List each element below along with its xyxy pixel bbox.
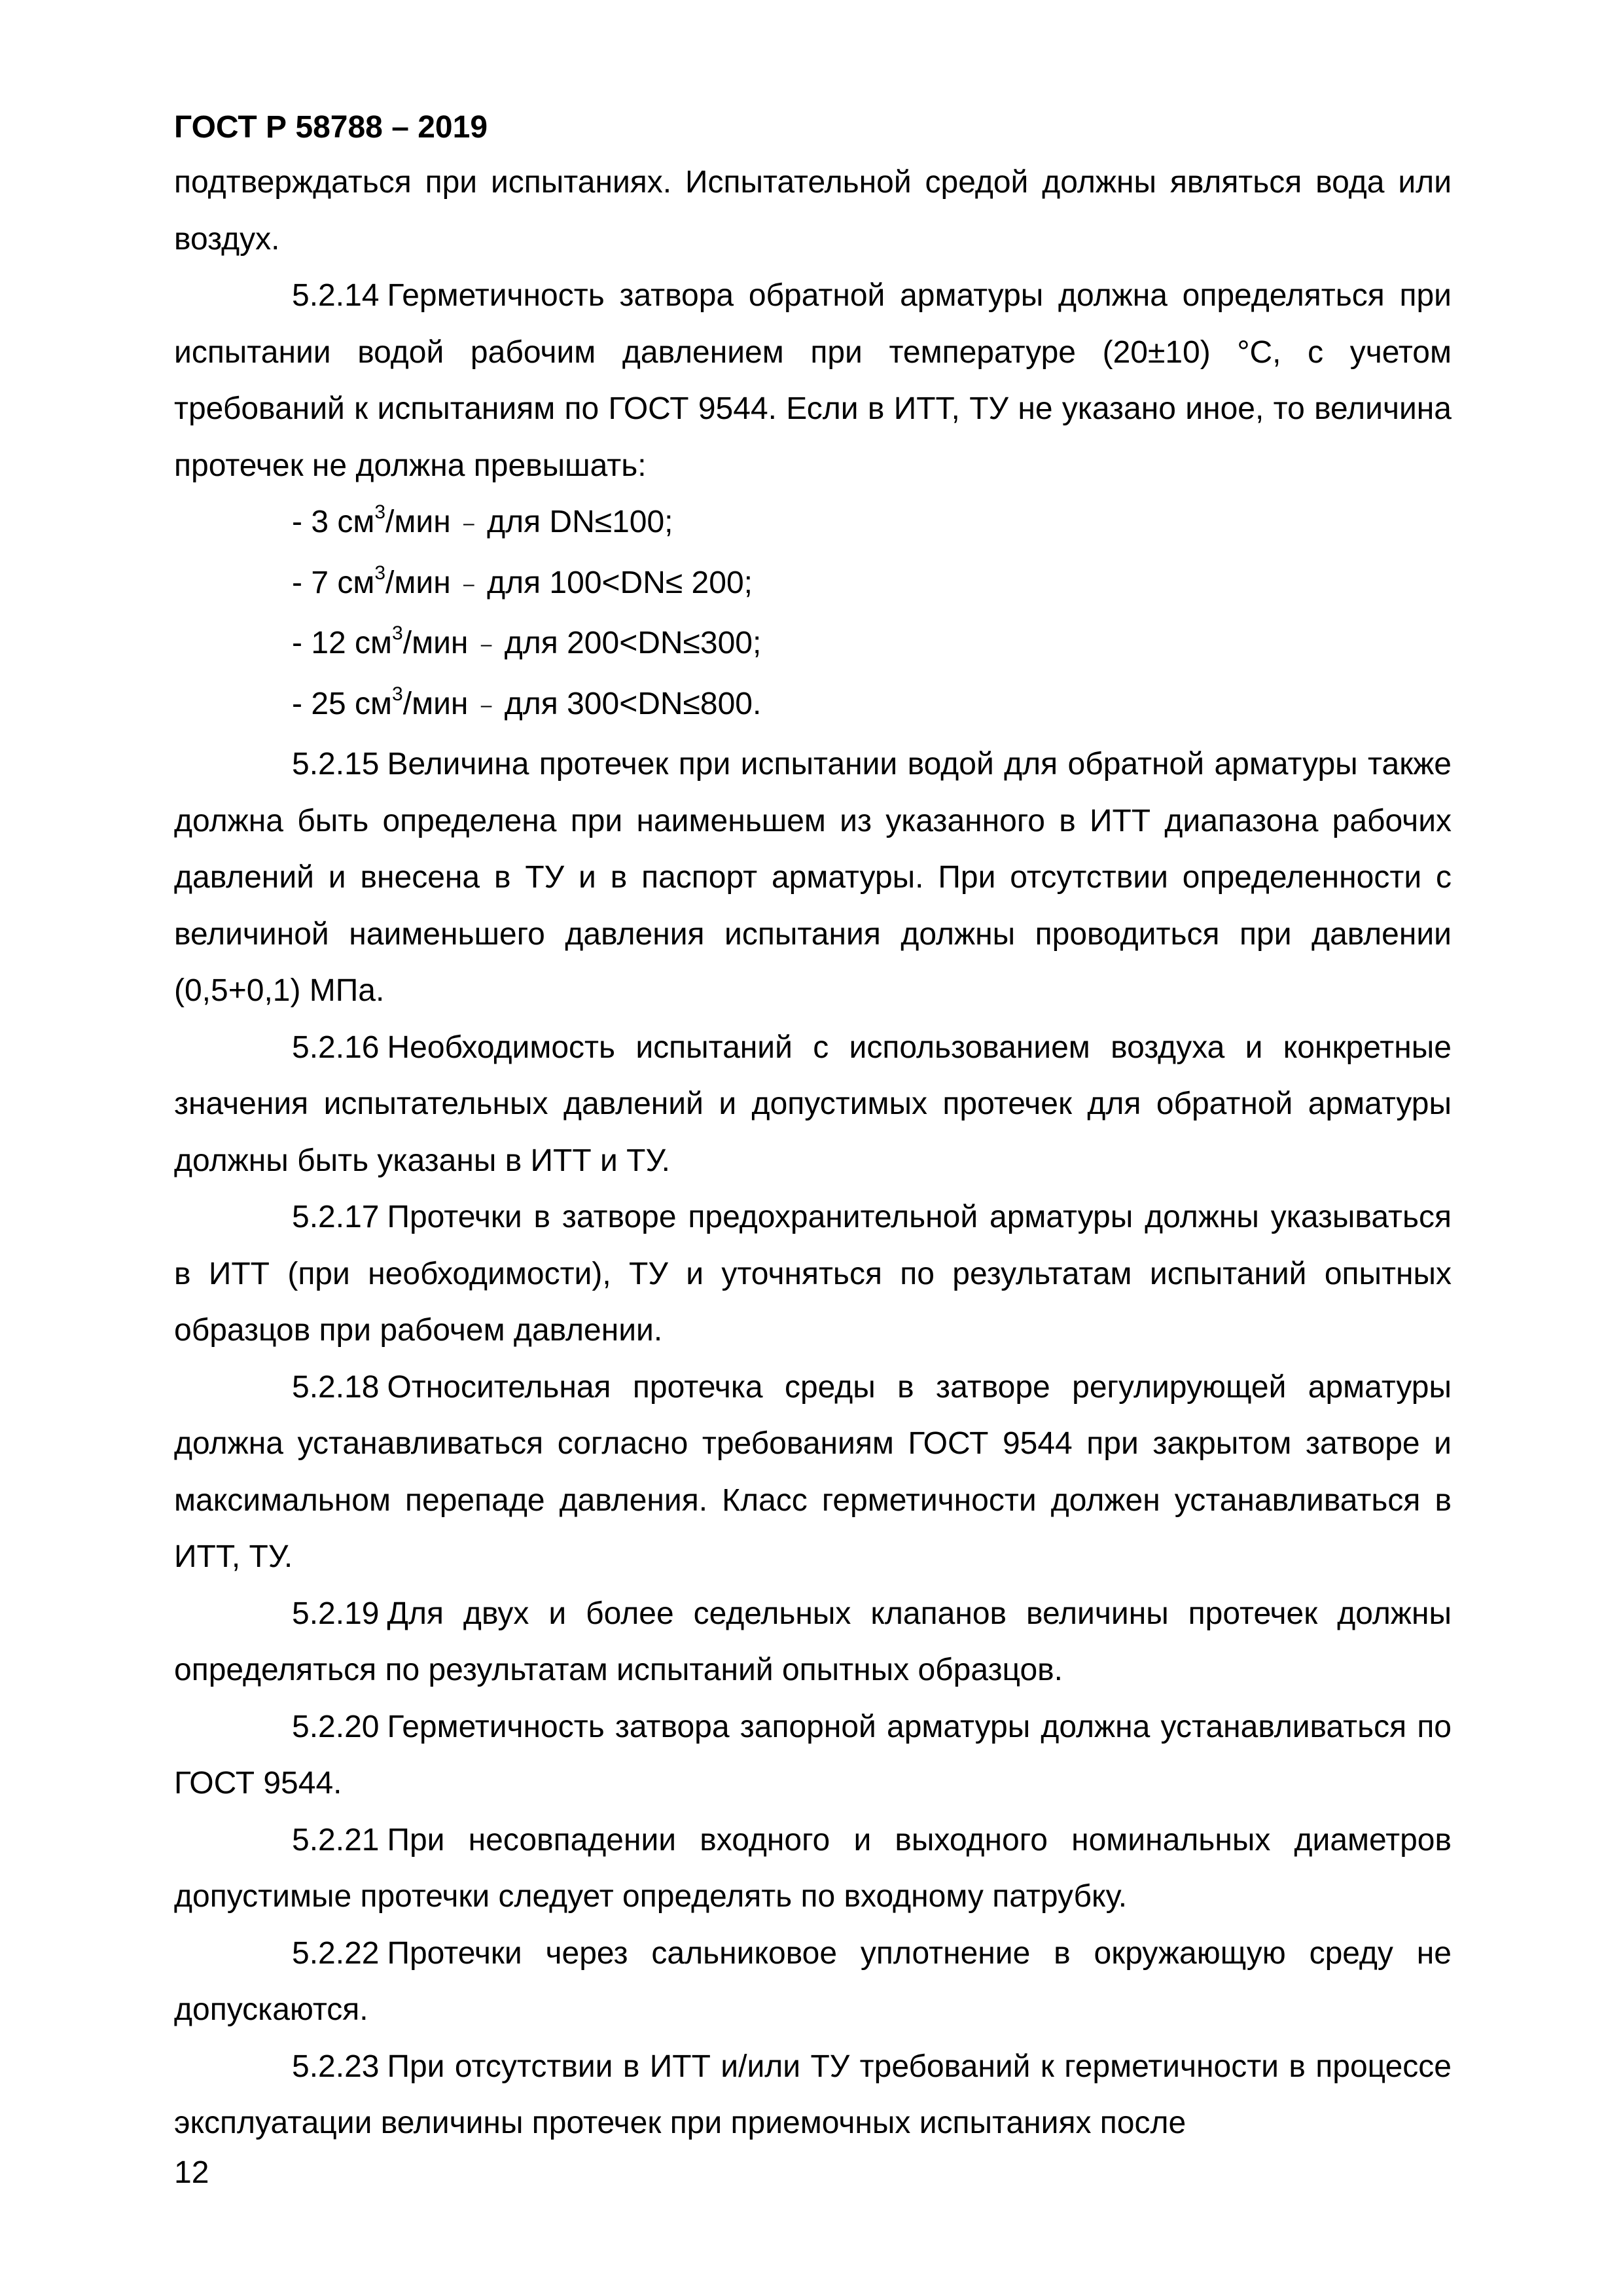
document-body (174, 154, 1452, 2152)
page-number: 12 (174, 2155, 209, 2190)
section-5-2-21 (174, 1812, 1452, 1926)
section-number: 5.2.16 (292, 1030, 380, 1065)
section-number: 5.2.15 (292, 747, 380, 781)
section-number: 5.2.18 (292, 1369, 380, 1405)
list-item: - 12 $см^3$/мин – для 200<DN≤300; (292, 622, 762, 660)
section-text: При несовпадении входного и выходного номинальных диаметров допустимые протечки следует определять по входному патрубку. (174, 1822, 1452, 1914)
section-number: 5.2.17 (292, 1200, 380, 1234)
leak-list (174, 494, 1452, 736)
section-5-2-19 (174, 1586, 1452, 1699)
section-5-2-16 (174, 1020, 1452, 1190)
section-text: Величина протечек при испытании водой для обратной арматуры также должна быть определена при наименьшем из указанного в ИТТ диапазона рабочих давлений и внесена в ТУ и в паспорт арматуры. При отсутствии определенности с величиной наименьшего давления испытания должны проводиться при давлении (0,5+0,1) МПа. (174, 747, 1452, 1008)
section-number: 5.2.19 (292, 1596, 380, 1631)
section-text: При отсутствии в ИТТ и/или ТУ требований к герметичности в процессе эксплуатации величины протечек при приемочных испытаниях после (174, 2049, 1452, 2140)
section-text: Относительная протечка среды в затворе регулирующей арматуры должна устанавливаться согласно требованиям ГОСТ 9544 при закрытом затворе и максимальном перепаде давления. Класс герметичности должен устанавливаться в ИТТ, ТУ. (174, 1369, 1452, 1574)
section-number: 5.2.23 (292, 2049, 380, 2084)
section-text: Герметичность затвора обратной арматуры должна определяться при испытании водой рабочим давлением при температуре (20±10) °С, с учетом требований к испытаниям по ГОСТ 9544. Если в ИТТ, ТУ не указано иное, то величина протечек не должна превышать: (174, 278, 1452, 483)
section-5-2-20 (174, 1699, 1452, 1812)
section-5-2-18 (174, 1359, 1452, 1586)
section-number: 5.2.21 (292, 1822, 380, 1857)
section-5-2-22 (174, 1926, 1452, 2039)
list-item: - 3 $см^3$/мин – для DN≤100; (292, 501, 673, 539)
document-header: ГОСТ Р 58788 – 2019 (174, 110, 488, 145)
section-5-2-15 (174, 736, 1452, 1020)
section-5-2-14 (174, 268, 1452, 494)
list-item: - 25 $см^3$/мин – для 300<DN≤800. (292, 683, 762, 721)
section-text: Протечки через сальниковое уплотнение в окружающую среду не допускаются. (174, 1935, 1452, 2027)
section-text: Для двух и более седельных клапанов величины протечек должны определяться по результатам испытаний опытных образцов. (174, 1596, 1452, 1687)
section-number: 5.2.22 (292, 1935, 380, 1971)
list-item: - 7 $см^3$/мин – для 100<DN≤ 200; (292, 562, 753, 600)
section-text: Герметичность затвора запорной арматуры должна устанавливаться по ГОСТ 9544. (174, 1709, 1452, 1801)
section-5-2-23 (174, 2039, 1452, 2152)
section-text: Необходимость испытаний с использованием воздуха и конкретные значения испытательных давлений и допустимых протечек для обратной арматуры должны быть указаны в ИТТ и ТУ. (174, 1030, 1452, 1178)
section-number: 5.2.20 (292, 1709, 380, 1744)
section-number: 5.2.14 (292, 278, 380, 313)
intro-paragraph: подтверждаться при испытаниях. Испытательной средой должны являться вода или воздух. (174, 165, 1452, 257)
section-5-2-17 (174, 1189, 1452, 1359)
section-text: Протечки в затворе предохранительной арматуры должны указываться в ИТТ (при необходимости), ТУ и уточняться по результатам испытаний опытных образцов при рабочем давлении. (174, 1200, 1452, 1348)
